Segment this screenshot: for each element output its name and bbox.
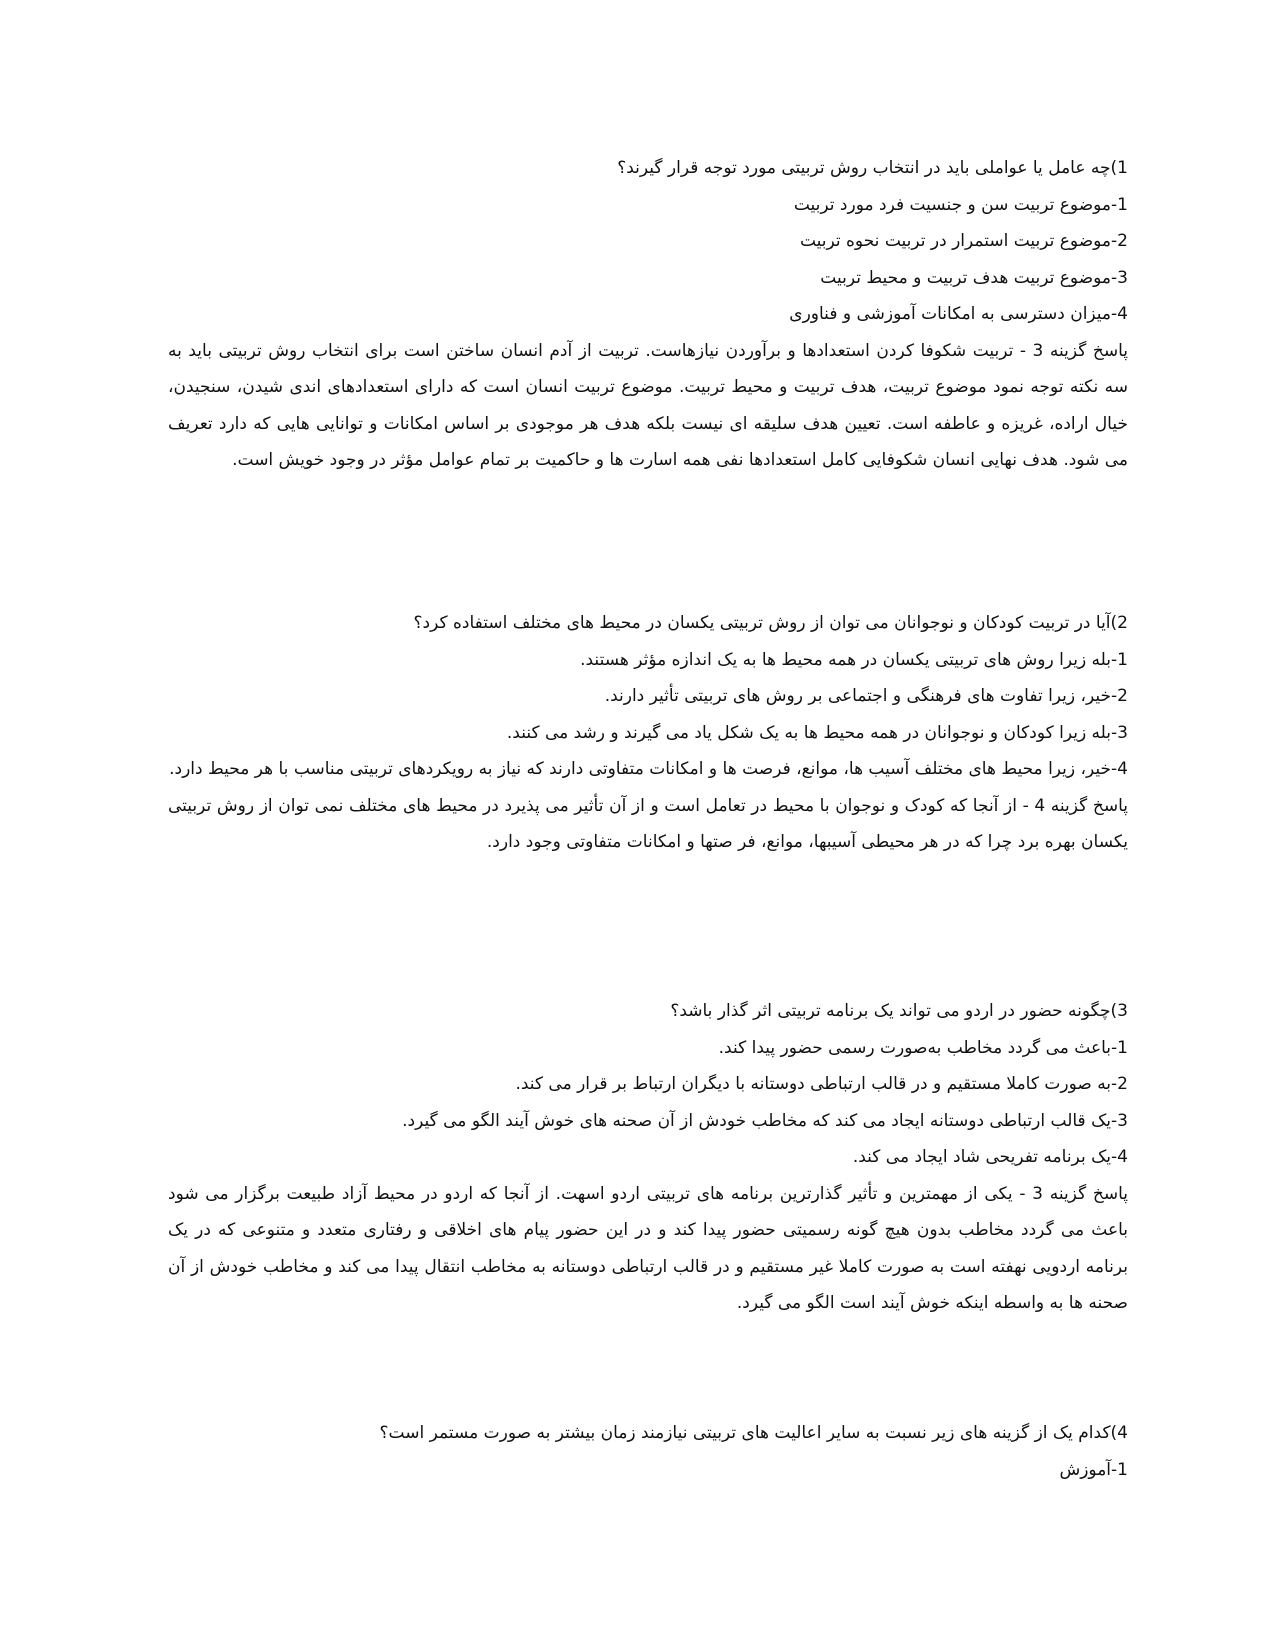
question-text: 4)کدام یک از گزینه های زیر نسبت به سایر اعالیت های تربیتی نیازمند زمان بیشتر به صورت مستمر است؟ [379,1423,1128,1443]
option-2: 2-خیر، زیرا تفاوت های فرهنگی و اجتماعی بر روش های تربیتی تأثیر دارند. [604,686,1128,706]
question-text: 1)چه عامل یا عواملی باید در انتخاب روش تربیتی مورد توجه قرار گیرند؟ [617,158,1128,178]
option-2: 2-به صورت کاملا مستقیم و در قالب ارتباطی دوستانه با دیگران ارتباط بر قرار می کند. [515,1074,1128,1094]
question-text: 2)آیا در تربیت کودکان و نوجوانان می توان از روش تربیتی یکسان در محیط های مختلف استفاده کرد؟ [413,613,1128,633]
question-block-4 [168,1415,1128,1488]
answer-paragraph: پاسخ گزینه 3 - تربیت شکوفا کردن استعدادها و برآوردن نیازهاست. تربیت از آدم انسان ساختن است برای انتخاب روش تربیتی باید به سه نکته توجه نمود موضوع تربیت، هدف تربیت و محیط تربیت. موضوع تربیت انسان است که دارای استعدادهای اندی شیدن، سنجیدن، خیال اراده، غریزه و عاطفه است. تعیین هدف سلیقه ای نیست بلکه هدف هر موجودی بر اساس امکانات و توانایی هایی که دارد تعریف می شود. هدف نهایی انسان شکوفایی کامل استعدادها نفی همه اسارت ها و حاکمیت بر تمام عوامل مؤثر در وجود خویش است. [168,340,1129,470]
option-3: 3-موضوع تربیت هدف تربیت و محیط تربیت [820,267,1128,288]
answer-paragraph: پاسخ گزینه 4 - از آنجا که کودک و نوجوان با محیط در تعامل است و از آن تأثیر می پذیرد در محیط های مختلف نمی توان از روش تربیتی یکسان بهره برد چرا که در هر محیطی آسیبها، موانع، فر صتها و امکانات متفاوتی وجود دارد. [168,795,1128,852]
option-4: 4-یک برنامه تفریحی شاد ایجاد می کند. [852,1147,1128,1167]
option-3: 3-یک قالب ارتباطی دوستانه ایجاد می کند که مخاطب خودش از آن صحنه های خوش آیند الگو می گیرد. [402,1110,1128,1131]
question-block-3 [168,993,1128,1322]
option-4: 4-میزان دسترسی به امکانات آموزشی و فناوری [789,304,1128,324]
option-2: 2-موضوع تربیت استمرار در تربیت نحوه تربیت [799,231,1128,251]
option-4: 4-خیر، زیرا محیط های مختلف آسیب ها، موانع، فرصت ها و امکانات متفاوتی دارند که نیاز به رویکردهای تربیتی مناسب با هر محیط دارد. [169,759,1128,779]
option-3: 3-بله زیرا کودکان و نوجوانان در همه محیط ها به یک شکل یاد می گیرند و رشد می کنند. [506,722,1128,743]
answer-paragraph: پاسخ گزینه 3 - یکی از مهمترین و تأثیر گذارترین برنامه های تربیتی اردو اسهت. از آنجا که اردو در محیط آزاد طبیعت برگزار می شود باعث می گردد مخاطب بدون هیچ گونه رسمیتی حضور پیدا کند و در این حضور پیام های اخلاقی و رفتاری متعدد و متنوعی که در یک برنامه اردویی نهفته است به صورت کاملا غیر مستقیم و در قالب ارتباطی دوستانه به مخاطب انتقال پیدا می کند و مخاطب خودش از آن صحنه ها به واسطه اینکه خوش آیند است الگو می گیرد. [168,1183,1128,1313]
option-1: 1-بله زیرا روش های تربیتی یکسان در همه محیط ها به یک اندازه مؤثر هستند. [580,649,1128,670]
question-block-1 [168,150,1128,479]
question-text: 3)چگونه حضور در اردو می تواند یک برنامه تربیتی اثر گذار باشد؟ [670,1001,1128,1021]
option-1: 1-باعث می گردد مخاطب به‌صورت رسمی حضور پیدا کند. [718,1037,1128,1058]
question-block-2 [168,605,1128,861]
option-1: 1-آموزش [1059,1459,1128,1480]
option-1: 1-موضوع تربیت سن و جنسیت فرد مورد تربیت [793,194,1128,215]
